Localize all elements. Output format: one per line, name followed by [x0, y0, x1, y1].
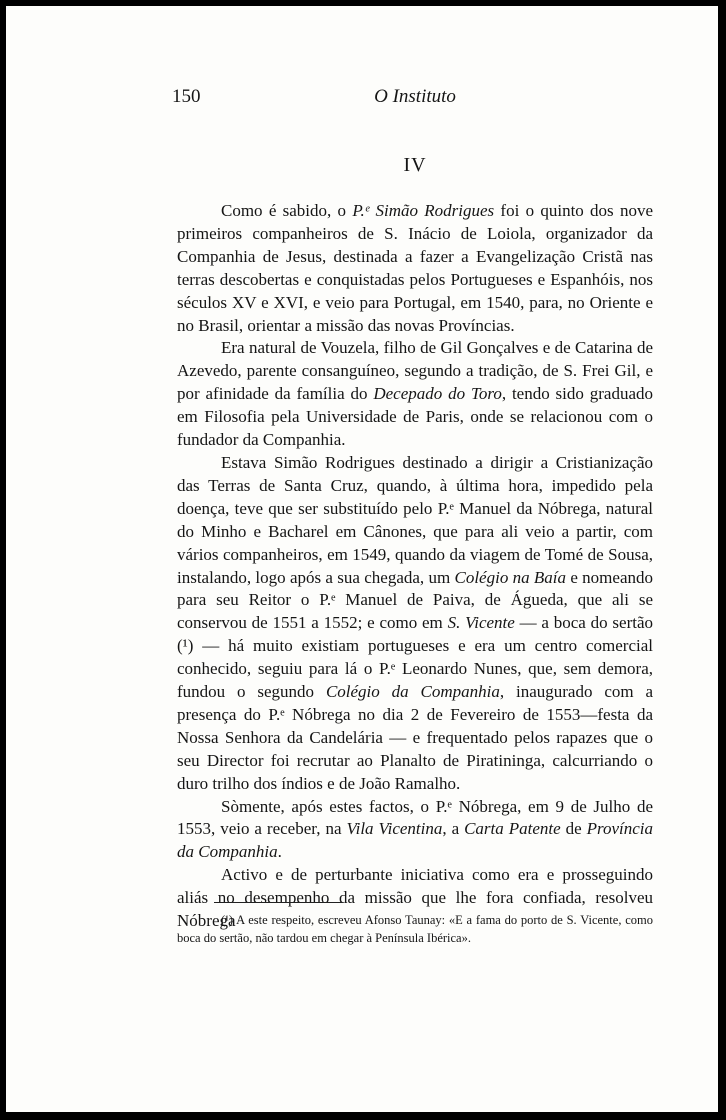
footnote-separator — [214, 902, 342, 903]
text-run: Sòmente, após estes factos, o P.ᵉ Nóbrega, em 9 de Julho de 1553, veio a receber, na — [177, 796, 653, 839]
text-run: , tendo sido graduado em Filosofia pela Universidade de Paris, onde se relacionou com o fundador da Companhia. — [177, 384, 653, 450]
running-title: O Instituto — [374, 86, 456, 107]
text-run: foi o quinto dos nove primeiros companheiros de S. Inácio de Loiola, organizador da Companhia de Jesus, destinada a fazer a Evangelização Cristã nas terras descobertas e conquistadas pelos Portugueses e Espanhóis, nos séculos XV e XVI, e veio para Portugal, em 1540, para, no Oriente e no Brasil, orientar a missão das novas Províncias. — [177, 201, 653, 335]
page-header — [172, 86, 658, 110]
text-run: — a boca do sertão (¹) — há muito existiam portugueses e era um centro comercial conhecido, seguiu para lá o P.ᵉ Leonardo Nunes, que, sem demora, fundou o segundo — [177, 613, 653, 702]
paragraph — [177, 452, 653, 796]
text-run: Como é sabido, o — [221, 201, 353, 220]
footnote-text: (¹) A este respeito, escreveu Afonso Taunay: «E a fama do porto de S. Vicente, como boca do sertão, não tardou em chegar à Península Ibérica». — [177, 913, 653, 945]
footnote — [177, 911, 653, 947]
text-run: Estava Simão Rodrigues destinado a dirigir a Cristianização das Terras de Santa Cruz, quando, à última hora, impedido pela doença, teve que ser substituído pelo P.ᵉ Manuel da Nóbrega, natural do Minho e Bacharel em Cânones, que para ali veio a partir, com vários companheiros, em 1549, quando da viagem de Tomé de Sousa, instalando, logo após a sua chegada, um — [177, 452, 653, 587]
paragraph — [177, 337, 653, 452]
italic-text: Decepado do Toro — [373, 384, 502, 404]
italic-text: Vila Vicentina — [346, 819, 443, 839]
italic-text: S. Vicente — [447, 613, 515, 633]
paragraph — [177, 200, 653, 337]
italic-text: Colégio da Companhia — [325, 682, 500, 702]
text-run: de — [560, 819, 587, 839]
text-run: Era natural de Vouzela, filho de Gil Gonçalves e de Catarina de Azevedo, parente consanguíneo, segundo a tradição, de S. Frei Gil, e por afinidade da família do — [177, 338, 653, 404]
italic-text: P.ᵉ Simão Rodrigues — [352, 201, 495, 220]
text-run: , a — [442, 819, 465, 839]
paragraph — [177, 796, 653, 865]
page-number: 150 — [172, 86, 201, 107]
section-heading: IV — [403, 154, 427, 176]
italic-text: Colégio na Baía — [454, 567, 567, 587]
body-text — [177, 200, 653, 933]
text-run: . — [277, 842, 282, 862]
text-run: Activo e de perturbante iniciativa como era e prosseguindo aliás no desempenho da missão que lhe fora confiada, resolveu Nóbrega — [177, 865, 653, 931]
italic-text: Província da Companhia — [177, 819, 654, 862]
italic-text: Carta Patente — [464, 819, 561, 839]
text-run: e nomeando para seu Reitor o P.ᵉ Manuel de Paiva, de Águeda, que ali se conservou de 1551 a 1552; e como em — [177, 567, 653, 633]
book-page — [6, 6, 718, 1112]
text-run: , inaugurado com a presença do P.ᵉ Nóbrega no dia 2 de Fevereiro de 1553—festa da Nossa Senhora da Candelária — e frequentado pelos rapazes que o seu Director foi recrutar ao Planalto de Piratininga, calcurriando o duro trilho dos índios e de João Ramalho. — [177, 682, 654, 793]
